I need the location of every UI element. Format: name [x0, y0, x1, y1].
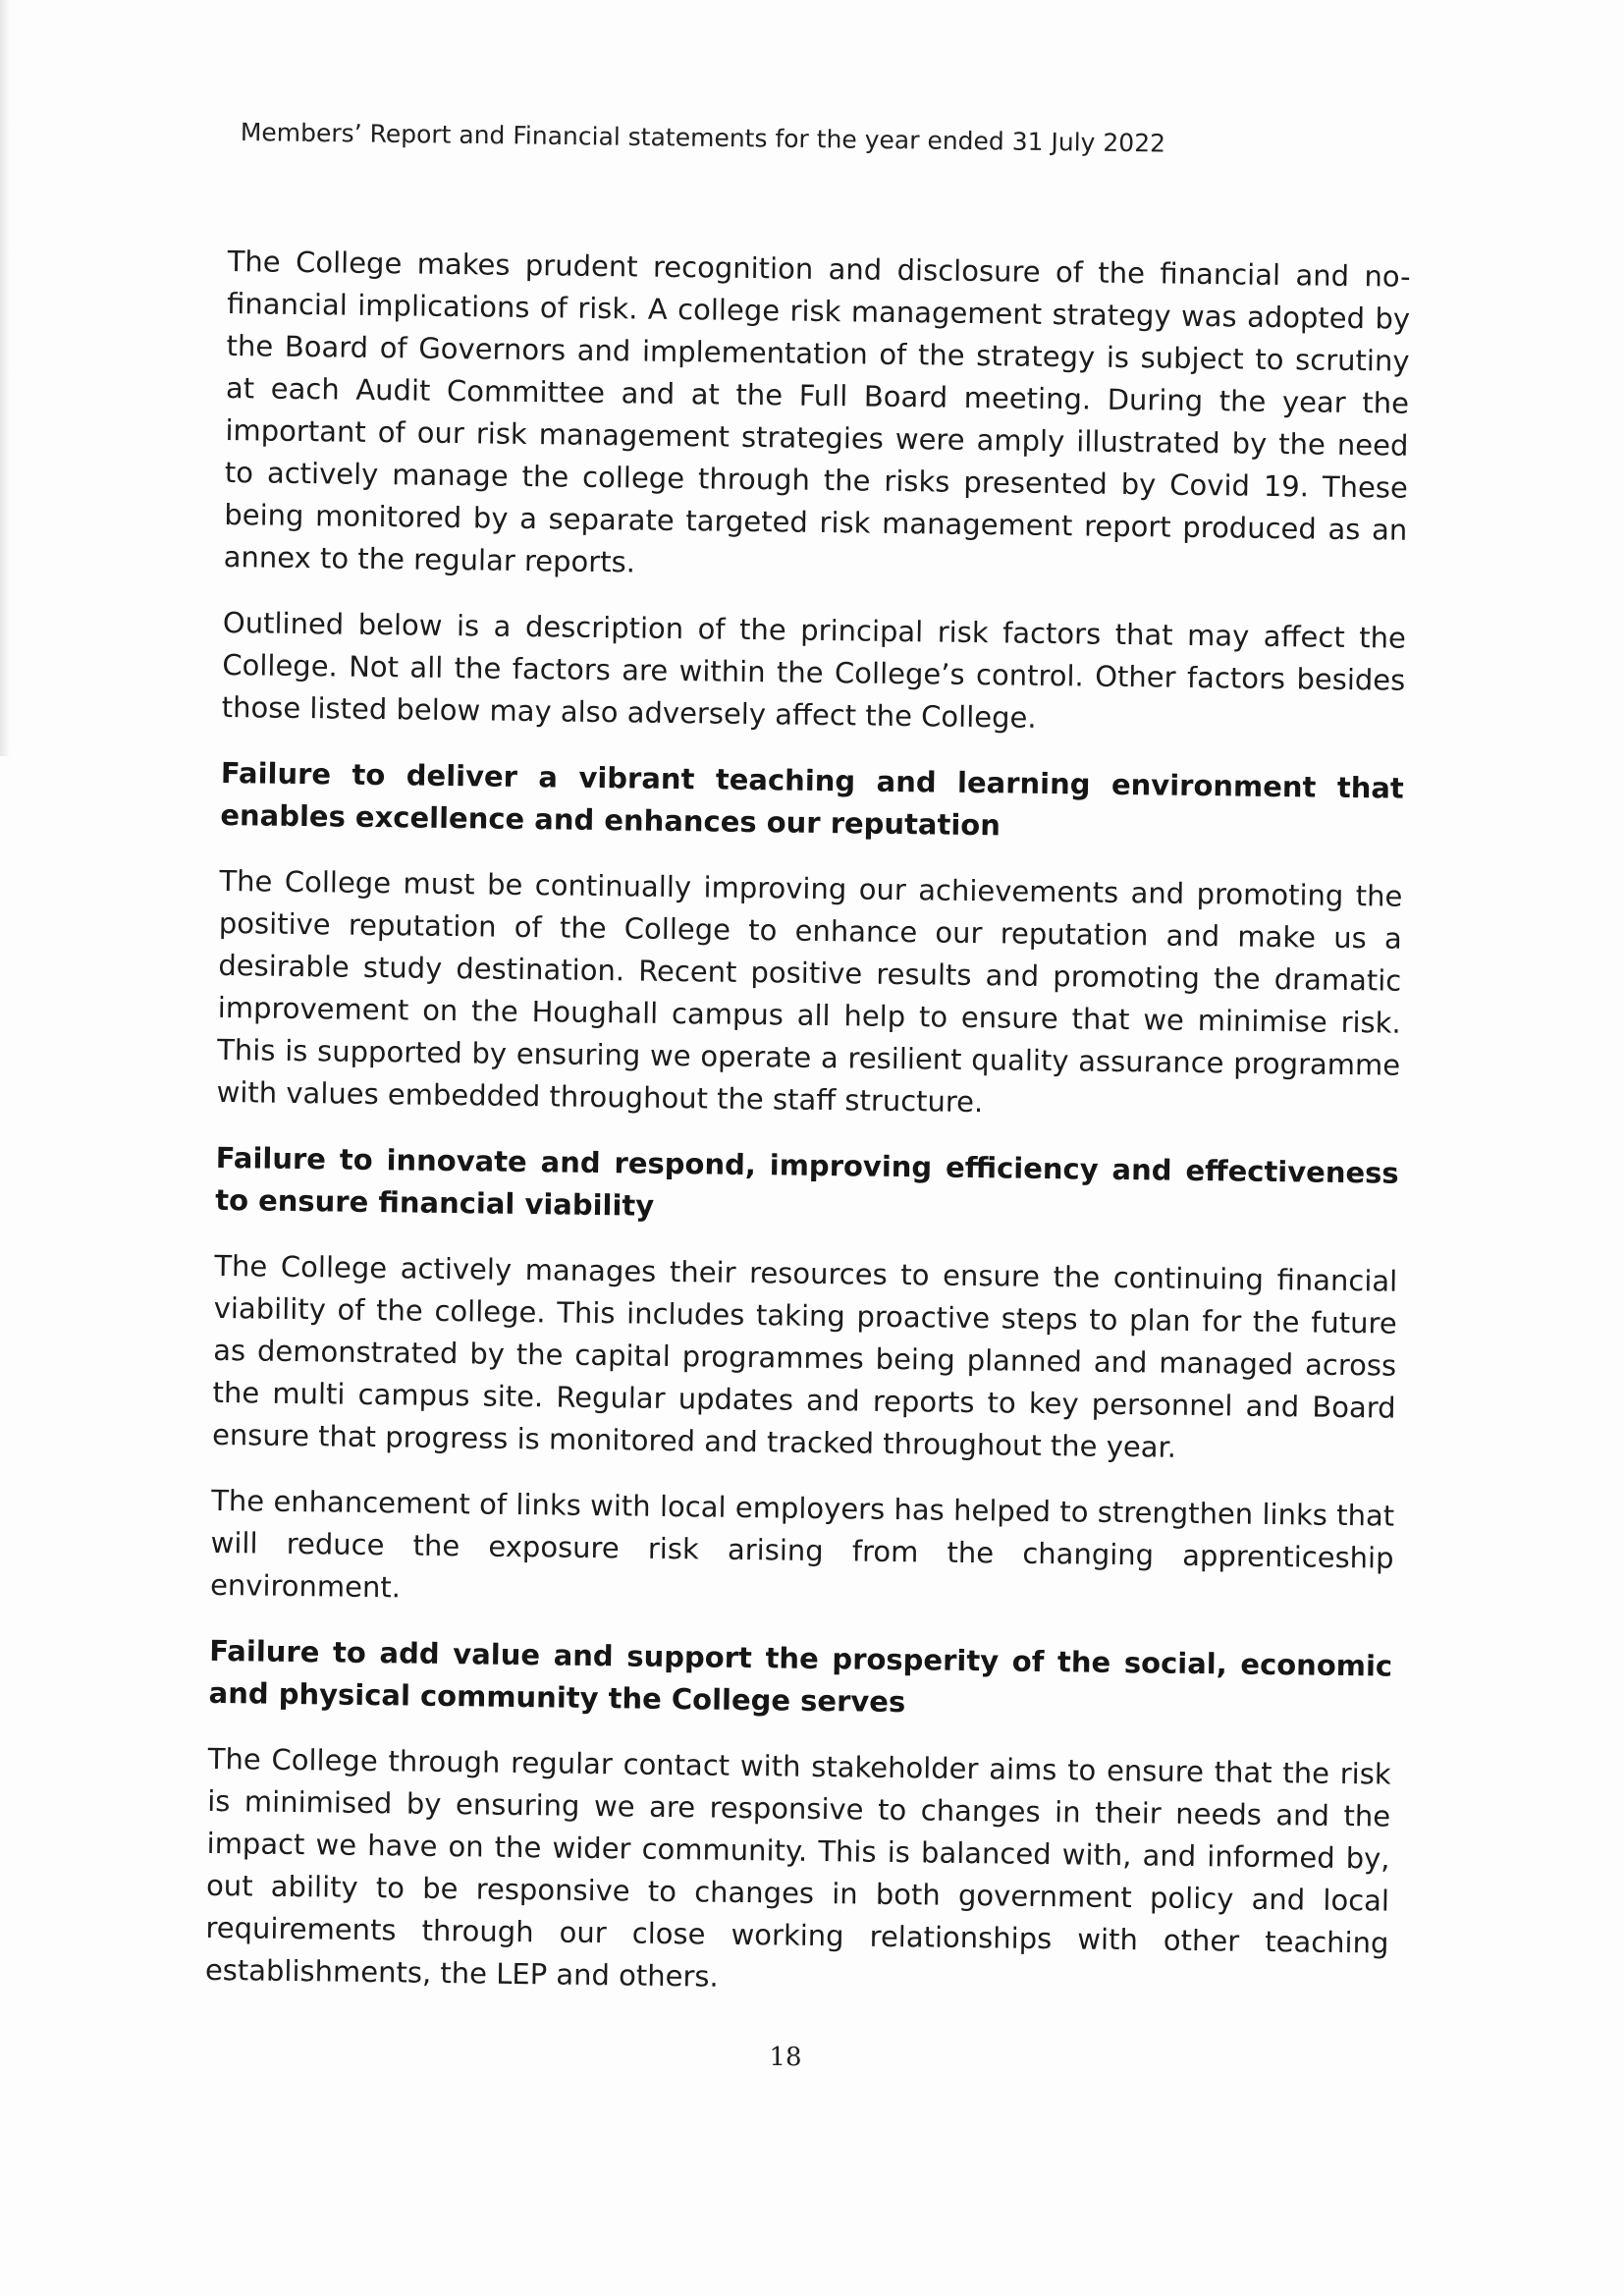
- section-heading-community: Failure to add value and support the prosperity of the social, economic and physical community the College serves: [208, 1633, 1393, 1720]
- section-paragraph-employers: The enhancement of links with local employers has helped to strengthen links that will reduce the exposure risk arising from the changing apprenticeship environment.: [209, 1483, 1395, 1605]
- section-heading-efficiency: Failure to innovate and respond, improving efficiency and effectiveness to ensure financial viability: [214, 1140, 1399, 1223]
- scan-edge: [0, 0, 10, 756]
- page-header: Members’ Report and Financial statements for the year ended 31 July 2022: [240, 118, 1166, 158]
- page-number: 18: [769, 2043, 802, 2072]
- section-paragraph-community: The College through regular contact with stakeholder aims to ensure that the risk is minimised by ensuring we are responsive to changes in their needs and the impact we have on the wider community. This is balanced with, and informed by, out ability to be responsive to changes in both government policy and local requirements through our close working relationships with other teaching establishments, the LEP and others.: [204, 1741, 1391, 1994]
- intro-paragraph-risk-recognition: The College makes prudent recognition and disclosure of the financial and no-financial implications of risk. A college risk management strategy was adopted by the Board of Governors and implementation of the strategy is subject to scrutiny at each Audit Committee and at the Full Board meeting. During the year the important of our risk management strategies were amply illustrated by the need to actively manage the college through the risks presented by Covid 19. These being monitored by a separate targeted risk management report produced as an annex to the regular reports.: [223, 244, 1411, 579]
- intro-paragraph-risk-factors: Outlined below is a description of the principal risk factors that may affect the College. Not all the factors are within the College’s control. Other factors besides those listed below may also adversely affect the College.: [221, 605, 1407, 735]
- section-paragraph-teaching: The College must be continually improving our achievements and promoting the positive reputation of the College to enhance our reputation and make us a desirable study destination. Recent positive results and promoting the dramatic improvement on the Houghall campus all help to ensure that we minimise risk. This is supported by ensuring we operate a resilient quality assurance programme with values embedded throughout the staff structure.: [216, 863, 1403, 1120]
- document-body: [204, 241, 1411, 2031]
- section-paragraph-resources: The College actively manages their resources to ensure the continuing financial viability of the college. This includes taking proactive steps to plan for the future as demonstrated by the capital programmes being planned and managed across the multi campus site. Regular updates and reports to key personnel and Board ensure that progress is monitored and tracked throughout the year.: [211, 1248, 1398, 1464]
- section-heading-teaching: Failure to deliver a vibrant teaching and learning environment that enables excellence and enhances our reputation: [220, 755, 1405, 843]
